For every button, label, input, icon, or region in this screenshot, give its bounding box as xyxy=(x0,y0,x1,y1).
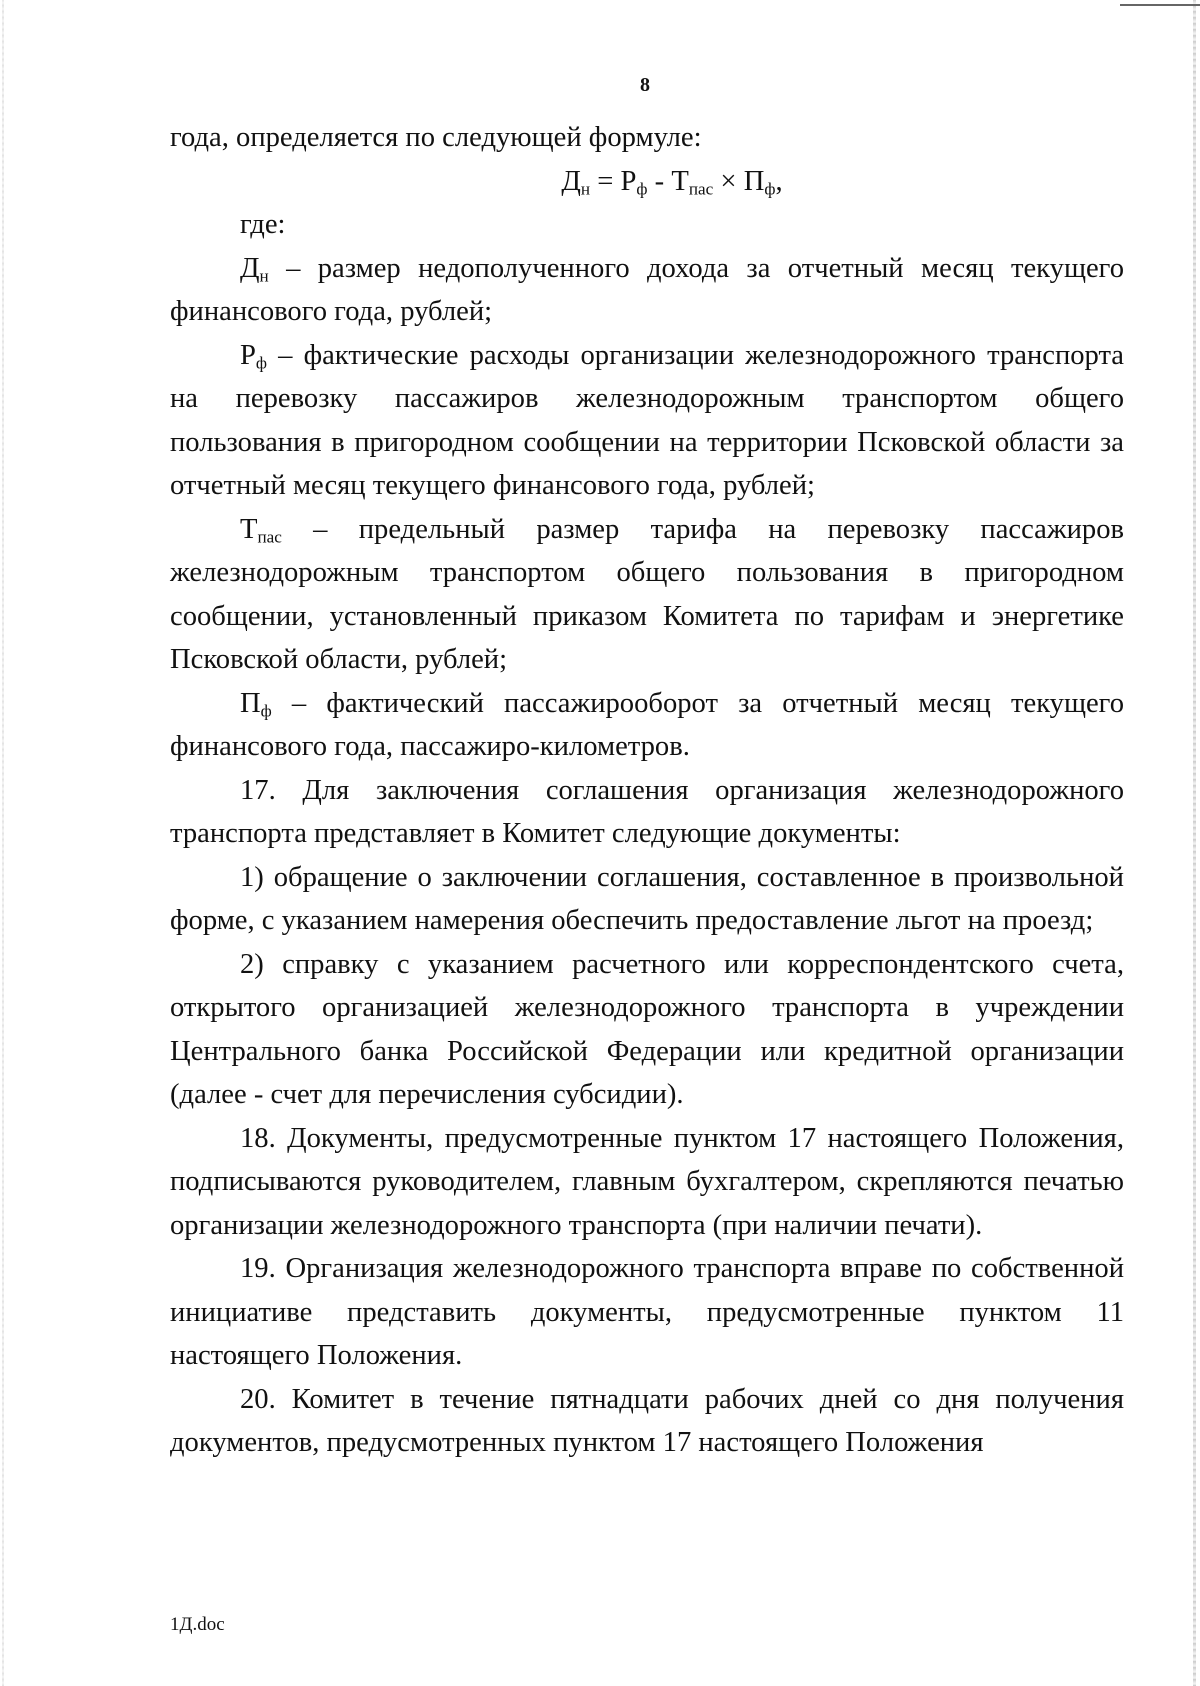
scan-edge-top xyxy=(1120,4,1200,6)
definition-d-text: – размер недополученного дохода за отчетный месяц текущего финансового года, рублей; xyxy=(170,252,1124,327)
symbol-p: П xyxy=(240,687,261,719)
paragraph-18: 18. Документы, предусмотренные пунктом 17 настоящего Положения, подписываются руководителем, главным бухгалтером, скрепляются печатью организации железнодорожного транспорта (при наличии печати). xyxy=(170,1122,1124,1241)
document-body xyxy=(170,116,1124,1465)
formula-r: Р xyxy=(620,165,637,197)
formula-t: Т xyxy=(671,165,689,197)
formula-t-sub: пас xyxy=(688,178,714,198)
intro-line: года, определяется по следующей формуле: xyxy=(170,122,702,153)
formula-r-sub: ф xyxy=(636,178,648,198)
paragraph-19: 19. Организация железнодорожного транспорта вправе по собственной инициативе представить документы, предусмотренные пунктом 11 настоящего Положения. xyxy=(170,1253,1124,1371)
formula-minus: - xyxy=(647,165,672,197)
footer-filename: 1Д.doc xyxy=(170,1614,225,1635)
where-line: где: xyxy=(240,209,286,240)
formula-eq: = xyxy=(590,165,621,197)
definition-r-text: – фактические расходы организации железнодорожного транспорта на перевозку пассажиров железнодорожным транспортом общего пользования в пригородном сообщении на территории Псковской области за отчетный месяц текущего финансового года, рублей; xyxy=(170,339,1124,501)
symbol-d: Д xyxy=(240,252,260,284)
scan-edge-right xyxy=(1193,0,1196,1686)
paragraph-17: 17. Для заключения соглашения организация железнодорожного транспорта представляет в Комитет следующие документы: xyxy=(170,774,1124,849)
symbol-t: Т xyxy=(240,513,258,545)
definition-t xyxy=(170,508,1124,682)
symbol-d-sub: н xyxy=(259,265,269,285)
definition-d xyxy=(170,247,1124,334)
formula-p: П xyxy=(743,165,765,197)
formula-times: × xyxy=(713,165,744,197)
formula-d: Д xyxy=(561,165,581,197)
formula-p-sub: ф xyxy=(764,178,776,198)
scan-edge-left xyxy=(2,0,4,1686)
definition-p-text: – фактический пассажирооборот за отчетный месяц текущего финансового года, пассажиро-километров. xyxy=(170,687,1124,762)
definition-t-text: – предельный размер тарифа на перевозку пассажиров железнодорожным транспортом общего пользования в пригородном сообщении, установленный приказом Комитета по тарифам и энергетике Псковской области, рублей; xyxy=(170,513,1124,675)
symbol-r-sub: ф xyxy=(255,352,268,372)
formula xyxy=(170,160,1124,204)
paragraph-20: 20. Комитет в течение пятнадцати рабочих дней со дня получения документов, предусмотренных пунктом 17 настоящего Положения xyxy=(170,1383,1124,1458)
definition-p xyxy=(170,682,1124,769)
symbol-t-sub: пас xyxy=(257,526,282,546)
definition-r xyxy=(170,334,1124,508)
page-number: 8 xyxy=(640,74,650,96)
formula-d-sub: н xyxy=(580,178,591,198)
paragraph-17-item-2: 2) справку с указанием расчетного или корреспондентского счета, открытого организацией железнодорожного транспорта в учреждении Центрального банка Российской Федерации или кредитной организации (далее - счет для перечисления субсидии). xyxy=(170,948,1124,1110)
formula-end: , xyxy=(775,165,783,197)
symbol-r: Р xyxy=(240,339,256,371)
paragraph-17-item-1: 1) обращение о заключении соглашения, составленное в произвольной форме, с указанием намерения обеспечить предоставление льгот на проезд; xyxy=(170,861,1124,936)
symbol-p-sub: ф xyxy=(260,700,272,720)
